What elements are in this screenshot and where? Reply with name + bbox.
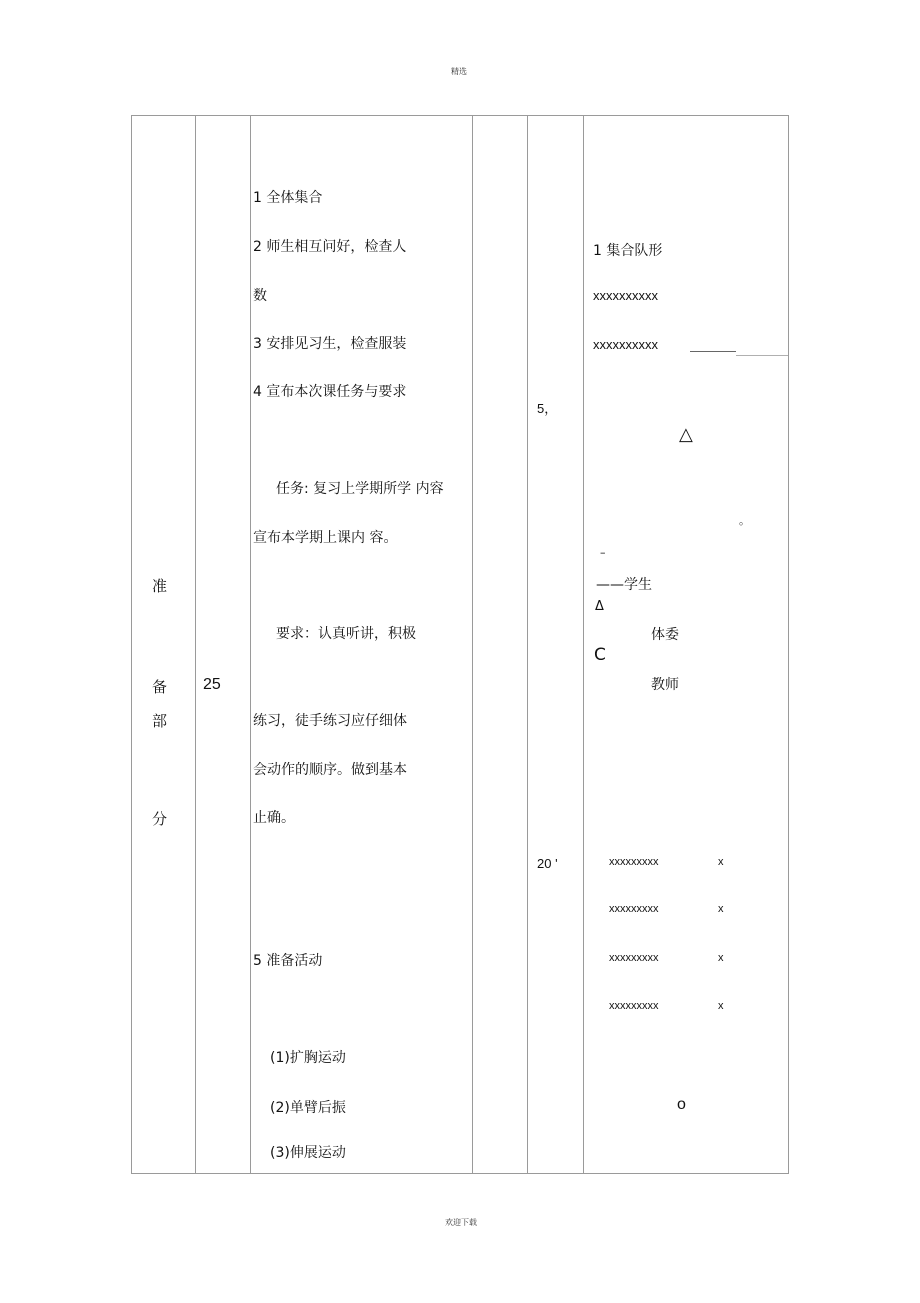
prep-activity-title: 5 准备活动: [253, 953, 323, 969]
legend-teacher: 教师: [651, 677, 679, 693]
table-col-border: [788, 115, 789, 1174]
table-col-border: [131, 115, 132, 1174]
section-char: 分: [152, 810, 168, 828]
formation-row: xxxxxxxxxx: [593, 288, 658, 303]
grid-row-left: xxxxxxxxx: [609, 952, 659, 964]
formation-divider: [736, 355, 788, 356]
section-minutes: 25: [203, 676, 221, 693]
table-bottom-border: [131, 1173, 789, 1174]
circle-dot-mark: 。: [739, 514, 750, 527]
requirement-text: 练习，徒手练习应仔细体: [253, 713, 407, 729]
table-top-border: [131, 115, 789, 116]
content-item: 3 安排见习生，检查服装: [253, 336, 407, 352]
section-char: 准: [152, 577, 168, 595]
content-item: 数: [253, 288, 267, 304]
legend-triangle-icon: Δ: [595, 599, 604, 614]
legend-monitor: 体委: [651, 627, 679, 643]
table-col-border: [250, 115, 251, 1174]
content-item: 1 全体集合: [253, 190, 323, 206]
table-col-border: [472, 115, 473, 1174]
table-col-border: [527, 115, 528, 1174]
formation-title: 1 集合队形: [593, 243, 663, 259]
content-item: 2 师生相互问好，检查人: [253, 239, 407, 255]
requirement-text: 要求：认真听讲，积极: [276, 626, 416, 642]
grid-row-left: xxxxxxxxx: [609, 856, 659, 868]
grid-row-left: xxxxxxxxx: [609, 1000, 659, 1012]
section-char: 部: [152, 712, 168, 730]
dash-mark: –: [600, 546, 606, 559]
task-text: 宣布本学期上课内 容。: [253, 530, 398, 546]
page-header: 精选: [451, 67, 467, 76]
grid-row-right: x: [718, 1000, 724, 1012]
exercise-item: (1)扩胸运动: [270, 1050, 346, 1066]
formation-underline: [690, 351, 736, 352]
time-label: 5，: [537, 401, 558, 416]
teacher-triangle-icon: △: [679, 424, 693, 445]
time-label: 20 ': [537, 856, 558, 871]
legend-student: ——学生: [596, 577, 652, 593]
legend-c-mark: C: [594, 645, 606, 665]
grid-row-right: x: [718, 856, 724, 868]
requirement-text: 会动作的顺序。做到基本: [253, 762, 407, 778]
content-item: 4 宣布本次课任务与要求: [253, 384, 407, 400]
section-char: 备: [152, 678, 168, 696]
grid-row-right: x: [718, 952, 724, 964]
table-col-border: [583, 115, 584, 1174]
grid-row-right: x: [718, 903, 724, 915]
exercise-item: (2)单臂后振: [270, 1100, 346, 1116]
grid-row-left: xxxxxxxxx: [609, 903, 659, 915]
exercise-item: (3)伸展运动: [270, 1145, 346, 1161]
requirement-text: 止确。: [253, 810, 295, 826]
formation-row: xxxxxxxxxx: [593, 337, 658, 352]
bottom-o-mark: o: [677, 1096, 686, 1113]
page-footer: 欢迎下载: [445, 1218, 477, 1227]
table-col-border: [195, 115, 196, 1174]
task-text: 任务: 复习上学期所学 内容: [276, 481, 444, 497]
